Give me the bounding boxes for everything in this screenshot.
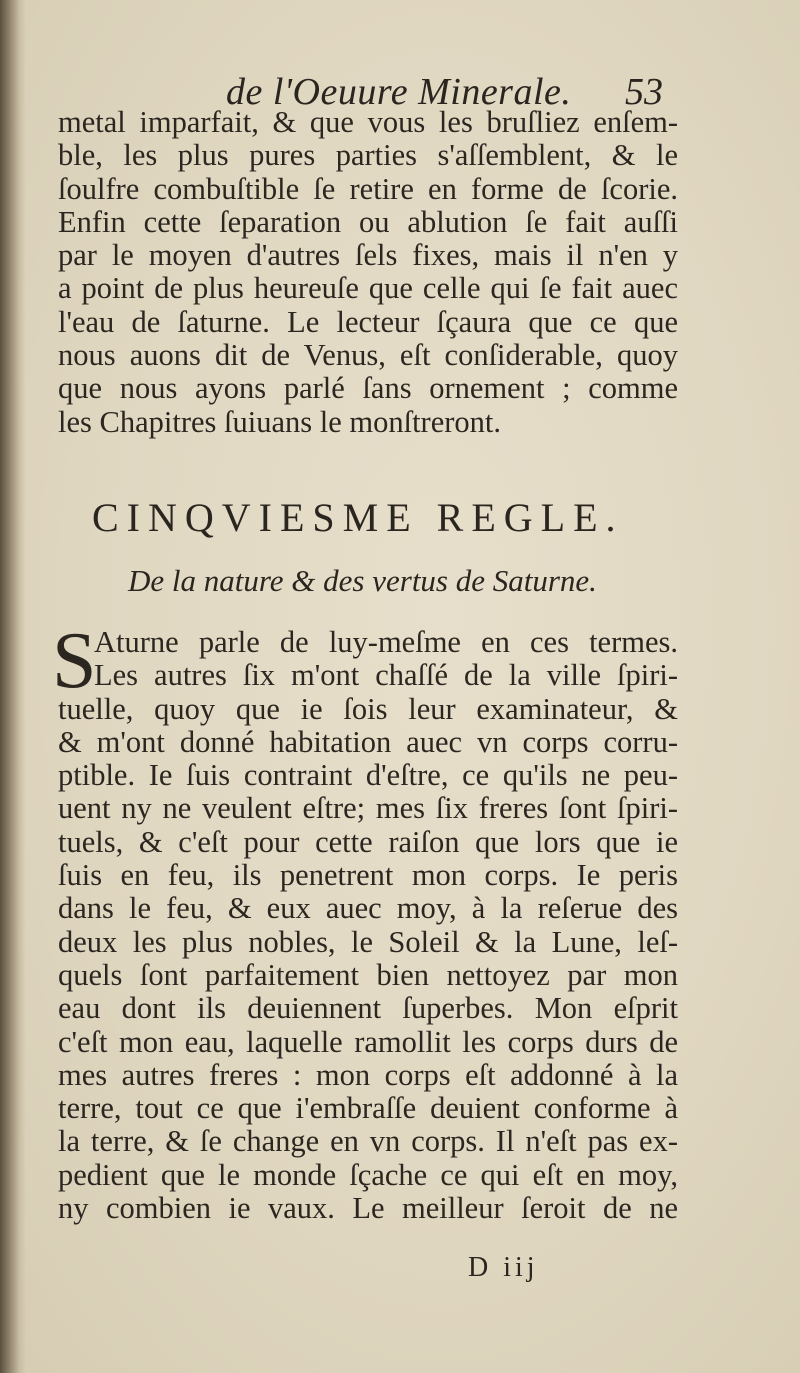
page-number: 53 — [625, 71, 663, 113]
text-line: ny combien ie vaux. Le meilleur ſeroit de ne — [58, 1191, 678, 1226]
text-line: tuelle, quoy que ie ſois leur examinateur, & — [58, 691, 678, 726]
text-line: a point de plus heureuſe que celle qui ſe fait auec — [58, 271, 678, 306]
text-line: l'eau de ſaturne. Le lecteur ſçaura que ce que — [58, 304, 678, 339]
text-line: deux les plus nobles, le Soleil & la Lune, leſ- — [58, 924, 678, 959]
text-line: ſuis en feu, ils penetrent mon corps. Ie peris — [58, 858, 678, 893]
text-line: la terre, & ſe change en vn corps. Il n'eſt pas ex- — [58, 1124, 678, 1159]
text-line: Aturne parle de luy-meſme en ces termes. — [94, 625, 678, 659]
paragraph-main — [58, 626, 678, 1225]
text-line: Les autres ſix m'ont chaſſé de la ville ſpiri- — [94, 658, 678, 693]
text-line: pedient que le monde ſçache ce qui eſt en moy, — [58, 1157, 678, 1192]
text-line: ble, les plus pures parties s'aſſemblent, & le — [58, 138, 678, 173]
text-line: quels ſont parfaitement bien nettoyez par mon — [58, 957, 678, 992]
text-line: c'eſt mon eau, laquelle ramollit les corps durs de — [58, 1024, 678, 1059]
text-line: nous auons dit de Venus, eſt conſiderable, quoy — [58, 338, 678, 373]
text-line: metal imparfait, & que vous les bruſliez enſem- — [58, 105, 678, 139]
running-head: de l'Oeuure Minerale. — [226, 71, 572, 113]
text-line: que nous ayons parlé ſans ornement ; comme — [58, 371, 678, 406]
text-line: mes autres freres : mon corps eſt addonné à la — [58, 1057, 678, 1092]
text-line: les Chapitres ſuiuans le monſtreront. — [58, 404, 502, 439]
text-line: dans le feu, & eux auec moy, à la reſerue des — [58, 891, 678, 926]
chapter-subtitle: De la nature & des vertus de Saturne. — [128, 563, 597, 598]
text-line: par le moyen d'autres ſels fixes, mais il n'en y — [58, 238, 678, 273]
text-line: ptible. Ie ſuis contraint d'eſtre, ce qu'ils ne peu- — [58, 758, 678, 793]
text-line: eau dont ils deuiennent ſuperbes. Mon eſprit — [58, 991, 678, 1026]
chapter-title: CINQVIESME REGLE. — [92, 495, 624, 540]
text-line: ſoulfre combuſtible ſe retire en forme de ſcorie. — [58, 171, 678, 206]
book-spine-shadow — [0, 0, 26, 1373]
signature-mark: D iij — [468, 1252, 539, 1283]
text-line: tuels, & c'eſt pour cette raiſon que lors que ie — [58, 824, 678, 859]
text-line: Enfin cette ſeparation ou ablution ſe fait auſſi — [58, 204, 678, 239]
text-line: & m'ont donné habitation auec vn corps corru- — [58, 724, 678, 759]
text-line: terre, tout ce que i'embraſſe deuient conforme à — [58, 1091, 678, 1126]
text-line: uent ny ne veulent eſtre; mes ſix freres ſont ſpiri- — [58, 791, 678, 826]
drop-cap: S — [52, 617, 97, 705]
paragraph-top — [58, 106, 678, 439]
